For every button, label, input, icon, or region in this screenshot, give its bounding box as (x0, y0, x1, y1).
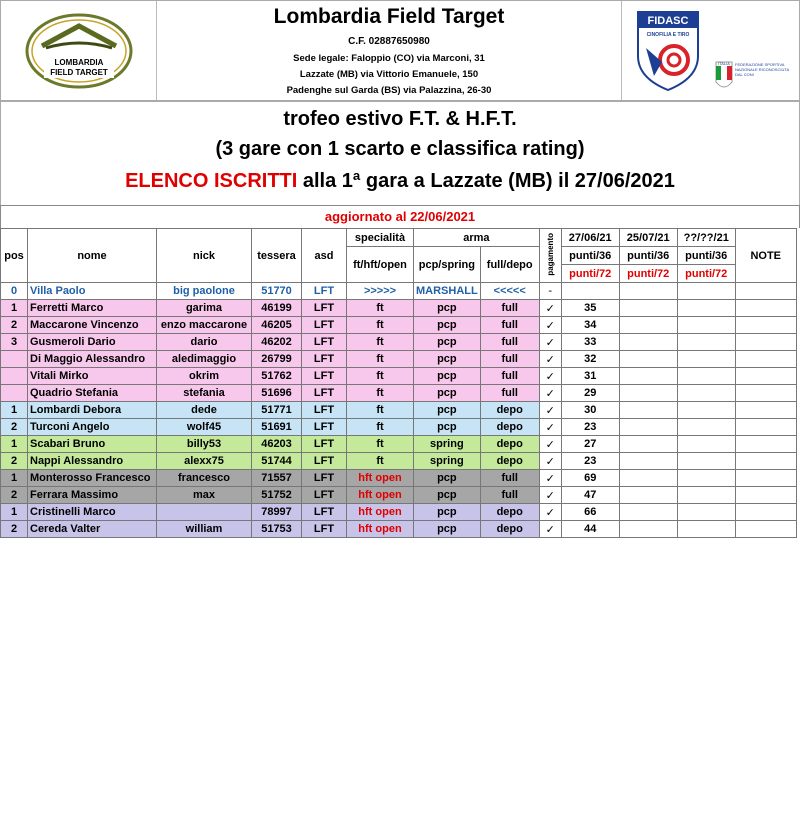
cell-pos: 1 (1, 402, 28, 419)
cell-spec: ft (347, 334, 414, 351)
col-arma: arma (414, 229, 540, 247)
cell-g3 (677, 419, 735, 436)
cell-tipo: depo (480, 504, 539, 521)
cell-g2 (619, 470, 677, 487)
cell-g3 (677, 283, 735, 300)
cell-pos: 3 (1, 334, 28, 351)
cell-tipo: depo (480, 436, 539, 453)
cell-spec: ft (347, 402, 414, 419)
lft-logo-icon (24, 12, 134, 90)
cell-g1: 29 (561, 385, 619, 402)
cell-asd: LFT (302, 436, 347, 453)
cell-spec: ft (347, 300, 414, 317)
cell-g1: 66 (561, 504, 619, 521)
cell-note (735, 351, 796, 368)
event-details: alla 1ª gara a Lazzate (MB) il 27/06/2021 (297, 170, 675, 192)
cell-spec: ft (347, 317, 414, 334)
cell-pag: ✓ (539, 351, 561, 368)
col-pagamento: pagamento (539, 229, 561, 283)
cell-g2 (619, 521, 677, 538)
cell-nome: Turconi Angelo (28, 419, 157, 436)
cell-note (735, 504, 796, 521)
col-gara2-p72: punti/72 (619, 265, 677, 283)
cell-g3 (677, 351, 735, 368)
cell-tessera: 46203 (252, 436, 302, 453)
fidasc-sub-text: CINOFILIA E TIRO (646, 32, 689, 38)
cell-pos: 2 (1, 487, 28, 504)
cell-g1: 27 (561, 436, 619, 453)
col-asd: asd (302, 229, 347, 283)
cell-g3 (677, 385, 735, 402)
cell-g1: 47 (561, 487, 619, 504)
cell-note (735, 402, 796, 419)
cell-note (735, 419, 796, 436)
cell-spec: hft open (347, 487, 414, 504)
cell-tipo: full (480, 300, 539, 317)
cell-pos: 2 (1, 521, 28, 538)
cell-tessera: 71557 (252, 470, 302, 487)
cell-arma: pcp (414, 351, 481, 368)
cell-tipo: full (480, 334, 539, 351)
cell-g1: 32 (561, 351, 619, 368)
table-row (1, 521, 797, 538)
cell-tipo: depo (480, 453, 539, 470)
cell-arma: MARSHALL (414, 283, 481, 300)
cell-nick: stefania (157, 385, 252, 402)
cell-asd: LFT (302, 351, 347, 368)
cell-g3 (677, 368, 735, 385)
table-row (1, 368, 797, 385)
cell-g3 (677, 504, 735, 521)
cell-pos (1, 385, 28, 402)
col-specialita-sub: ft/hft/open (347, 247, 414, 283)
cell-g3 (677, 521, 735, 538)
cell-g3 (677, 334, 735, 351)
col-gara1-p72: punti/72 (561, 265, 619, 283)
updated-date: aggiornato al 22/06/2021 (0, 205, 800, 228)
cell-tessera: 51744 (252, 453, 302, 470)
cell-nick: alexx75 (157, 453, 252, 470)
col-gara2-p36: punti/36 (619, 247, 677, 265)
cell-nick: enzo maccarone (157, 317, 252, 334)
cell-g2 (619, 504, 677, 521)
title-line-3 (1, 170, 799, 202)
cell-g2 (619, 283, 677, 300)
fiscal-code: C.F. 02887650980 (348, 36, 430, 47)
cell-nick: okrim (157, 368, 252, 385)
cell-arma: pcp (414, 317, 481, 334)
cell-g1: 35 (561, 300, 619, 317)
cell-pos: 2 (1, 419, 28, 436)
cell-asd: LFT (302, 521, 347, 538)
cell-pag: ✓ (539, 300, 561, 317)
cell-nick: billy53 (157, 436, 252, 453)
cell-arma: pcp (414, 470, 481, 487)
col-nome: nome (28, 229, 157, 283)
cell-asd: LFT (302, 317, 347, 334)
cell-note (735, 283, 796, 300)
cell-g2 (619, 368, 677, 385)
cell-pag: ✓ (539, 487, 561, 504)
table-row (1, 419, 797, 436)
cell-pag: ✓ (539, 436, 561, 453)
cell-pag: ✓ (539, 385, 561, 402)
cell-pag: ✓ (539, 419, 561, 436)
cell-arma: pcp (414, 504, 481, 521)
cell-g2 (619, 300, 677, 317)
cell-g1: 23 (561, 453, 619, 470)
cell-arma: pcp (414, 419, 481, 436)
address-line: Lazzate (MB) via Vittorio Emanuele, 150 (299, 69, 479, 80)
cell-asd: LFT (302, 368, 347, 385)
cell-asd: LFT (302, 419, 347, 436)
cell-nick (157, 504, 252, 521)
cell-spec: hft open (347, 504, 414, 521)
cell-nick: aledimaggio (157, 351, 252, 368)
cell-note (735, 453, 796, 470)
cell-pos: 2 (1, 317, 28, 334)
cell-tipo: depo (480, 521, 539, 538)
col-arma-sub2: full/depo (480, 247, 539, 283)
cell-nick: garima (157, 300, 252, 317)
col-specialita: specialità (347, 229, 414, 247)
cell-nome: Maccarone Vincenzo (28, 317, 157, 334)
cell-pag: - (539, 283, 561, 300)
cell-nick: william (157, 521, 252, 538)
cell-nome: Scabari Bruno (28, 436, 157, 453)
cell-nome: Di Maggio Alessandro (28, 351, 157, 368)
cell-g2 (619, 487, 677, 504)
registrations-table (0, 228, 797, 538)
cell-arma: pcp (414, 521, 481, 538)
cell-nome: Villa Paolo (28, 283, 157, 300)
cell-arma: pcp (414, 334, 481, 351)
cell-nome: Gusmeroli Dario (28, 334, 157, 351)
cell-tessera: 78997 (252, 504, 302, 521)
cell-nick: max (157, 487, 252, 504)
cell-g1: 30 (561, 402, 619, 419)
cell-g2 (619, 317, 677, 334)
fidasc-logo-icon (626, 6, 796, 96)
cell-tessera: 46202 (252, 334, 302, 351)
cell-spec: hft open (347, 470, 414, 487)
logo-text-2: FIELD TARGET (49, 68, 108, 77)
fidasc-text: FIDASC (647, 15, 688, 27)
cell-g1: 33 (561, 334, 619, 351)
cell-pag: ✓ (539, 453, 561, 470)
cell-arma: pcp (414, 300, 481, 317)
org-name: Lombardia Field Target (273, 5, 505, 28)
cell-tipo: full (480, 317, 539, 334)
col-gara3-p72: punti/72 (677, 265, 735, 283)
cell-note (735, 385, 796, 402)
table-row (1, 402, 797, 419)
cell-asd: LFT (302, 334, 347, 351)
address-block (287, 51, 492, 99)
cell-asd: LFT (302, 385, 347, 402)
cell-g3 (677, 402, 735, 419)
cell-nome: Ferrara Massimo (28, 487, 157, 504)
table-row (1, 453, 797, 470)
cell-arma: pcp (414, 385, 481, 402)
table-row (1, 334, 797, 351)
table-row (1, 317, 797, 334)
cell-g2 (619, 419, 677, 436)
cell-pos: 2 (1, 453, 28, 470)
table-row (1, 487, 797, 504)
cell-pos (1, 351, 28, 368)
cell-tessera: 51753 (252, 521, 302, 538)
cell-pos: 1 (1, 470, 28, 487)
cell-nick: dario (157, 334, 252, 351)
cell-g3 (677, 453, 735, 470)
cell-note (735, 436, 796, 453)
cell-tipo: depo (480, 419, 539, 436)
cell-pag: ✓ (539, 368, 561, 385)
col-gara3-p36: punti/36 (677, 247, 735, 265)
header-row-1 (1, 229, 797, 247)
cell-pos: 1 (1, 436, 28, 453)
title-line-1: trofeo estivo F.T. & H.F.T. (283, 108, 517, 130)
cell-pag: ✓ (539, 504, 561, 521)
cell-nome: Nappi Alessandro (28, 453, 157, 470)
cell-arma: pcp (414, 487, 481, 504)
cell-tipo: full (480, 351, 539, 368)
cell-g2 (619, 402, 677, 419)
table-row (1, 504, 797, 521)
cell-nick: dede (157, 402, 252, 419)
table-row (1, 283, 797, 300)
cell-note (735, 334, 796, 351)
cell-g1: 23 (561, 419, 619, 436)
cell-g3 (677, 487, 735, 504)
cell-asd: LFT (302, 283, 347, 300)
cell-pag: ✓ (539, 470, 561, 487)
cell-tipo: full (480, 368, 539, 385)
cell-spec: ft (347, 419, 414, 436)
cell-nick: wolf45 (157, 419, 252, 436)
cell-g3 (677, 300, 735, 317)
federazione-text: FEDERAZIONE SPORTIVA NAZIONALE RICONOSCIUTA DAL CONI (734, 62, 789, 77)
cell-spec: ft (347, 351, 414, 368)
cell-g2 (619, 351, 677, 368)
cell-arma: pcp (414, 402, 481, 419)
col-pos: pos (1, 229, 28, 283)
cell-g2 (619, 453, 677, 470)
cell-tessera: 46199 (252, 300, 302, 317)
cell-tessera: 46205 (252, 317, 302, 334)
cell-note (735, 470, 796, 487)
cell-spec: >>>>> (347, 283, 414, 300)
document-header (0, 0, 800, 102)
cell-tipo: full (480, 385, 539, 402)
cell-g1: 31 (561, 368, 619, 385)
registrations-title: ELENCO ISCRITTI (125, 170, 298, 192)
cell-spec: ft (347, 436, 414, 453)
cell-g2 (619, 385, 677, 402)
table-row (1, 436, 797, 453)
cell-tessera: 51770 (252, 283, 302, 300)
org-info (157, 1, 622, 101)
cell-tipo: full (480, 487, 539, 504)
address-line: Sede legale: Faloppio (CO) via Marconi, 31 (293, 53, 485, 64)
cell-asd: LFT (302, 470, 347, 487)
italia-text: ITALIA (717, 61, 730, 66)
federation-logos (622, 1, 799, 101)
cell-g1 (561, 283, 619, 300)
table-row (1, 351, 797, 368)
cell-asd: LFT (302, 402, 347, 419)
cell-nick: francesco (157, 470, 252, 487)
col-tessera: tessera (252, 229, 302, 283)
cell-pos: 1 (1, 300, 28, 317)
cell-arma: spring (414, 436, 481, 453)
cell-tessera: 51762 (252, 368, 302, 385)
cell-nome: Cereda Valter (28, 521, 157, 538)
cell-nome: Ferretti Marco (28, 300, 157, 317)
cell-nome: Lombardi Debora (28, 402, 157, 419)
logo-text-1: LOMBARDIA (54, 58, 103, 67)
cell-asd: LFT (302, 504, 347, 521)
cell-g3 (677, 470, 735, 487)
cell-asd: LFT (302, 453, 347, 470)
cell-pag: ✓ (539, 402, 561, 419)
cell-note (735, 368, 796, 385)
cell-g1: 34 (561, 317, 619, 334)
cell-nome: Vitali Mirko (28, 368, 157, 385)
cell-tessera: 51771 (252, 402, 302, 419)
cell-tessera: 51691 (252, 419, 302, 436)
cell-g2 (619, 436, 677, 453)
cell-spec: ft (347, 368, 414, 385)
table-body (1, 283, 797, 538)
table-row (1, 385, 797, 402)
cell-pos: 1 (1, 504, 28, 521)
cell-note (735, 521, 796, 538)
table-row (1, 470, 797, 487)
cell-tessera: 51752 (252, 487, 302, 504)
title-line-2: (3 gare con 1 scarto e classifica rating) (215, 138, 585, 160)
cell-arma: pcp (414, 368, 481, 385)
cell-nome: Monterosso Francesco (28, 470, 157, 487)
cell-tipo: full (480, 470, 539, 487)
table-row (1, 300, 797, 317)
cell-g1: 69 (561, 470, 619, 487)
cell-nome: Quadrio Stefania (28, 385, 157, 402)
cell-spec: ft (347, 385, 414, 402)
col-arma-sub1: pcp/spring (414, 247, 481, 283)
col-note: NOTE (735, 229, 796, 283)
cell-pag: ✓ (539, 334, 561, 351)
col-gara3-date: ??/??/21 (677, 229, 735, 247)
cell-spec: ft (347, 453, 414, 470)
cell-arma: spring (414, 453, 481, 470)
col-nick: nick (157, 229, 252, 283)
cell-g3 (677, 317, 735, 334)
cell-asd: LFT (302, 300, 347, 317)
cell-spec: hft open (347, 521, 414, 538)
cell-asd: LFT (302, 487, 347, 504)
col-gara1-date: 27/06/21 (561, 229, 619, 247)
cell-pag: ✓ (539, 521, 561, 538)
cell-note (735, 300, 796, 317)
cell-nome: Cristinelli Marco (28, 504, 157, 521)
address-line: Padenghe sul Garda (BS) via Palazzina, 26-30 (286, 85, 492, 96)
cell-nick: big paolone (157, 283, 252, 300)
cell-g2 (619, 334, 677, 351)
col-gara2-date: 25/07/21 (619, 229, 677, 247)
cell-tipo: <<<<< (480, 283, 539, 300)
cell-tessera: 26799 (252, 351, 302, 368)
cell-g3 (677, 436, 735, 453)
lft-logo-cell (1, 1, 157, 101)
cell-pag: ✓ (539, 317, 561, 334)
title-block (0, 100, 800, 205)
cell-tipo: depo (480, 402, 539, 419)
cell-note (735, 317, 796, 334)
col-gara1-p36: punti/36 (561, 247, 619, 265)
cell-note (735, 487, 796, 504)
cell-tessera: 51696 (252, 385, 302, 402)
cell-pos: 0 (1, 283, 28, 300)
cell-pos (1, 368, 28, 385)
cell-g1: 44 (561, 521, 619, 538)
